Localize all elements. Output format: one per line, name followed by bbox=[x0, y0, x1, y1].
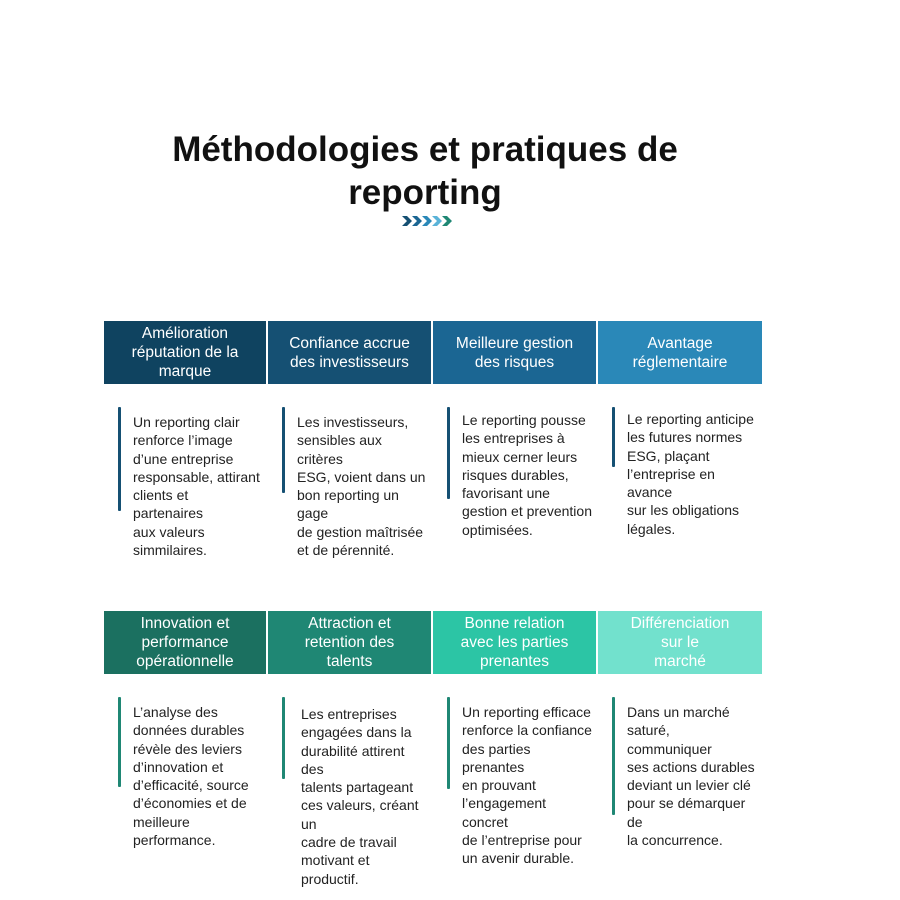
header-risks bbox=[433, 321, 598, 384]
card-body-innovation bbox=[104, 697, 268, 888]
arrow-chevron bbox=[402, 216, 412, 226]
arrow-chevron bbox=[422, 216, 432, 226]
card-body-reputation bbox=[104, 407, 268, 559]
card-text: Le reporting pousse les entreprises à mieux cerner leurs risques durables, favorisant une gestion et prevention optimisées. bbox=[462, 412, 592, 538]
benefits-row-2 bbox=[104, 611, 762, 888]
header-investors bbox=[268, 321, 433, 384]
arrow-chevron bbox=[412, 216, 422, 226]
accent-bar bbox=[447, 407, 450, 499]
header-label: Innovation et performance opérationnelle bbox=[136, 615, 234, 670]
arrow-chevron bbox=[442, 216, 452, 226]
chevron-arrows-svg bbox=[402, 214, 458, 228]
card-text: Les investisseurs, sensibles aux critères ESG, voient dans un bon reporting un gage de gestion maîtrisée et de pérennité. bbox=[297, 414, 426, 559]
row-1-bodies bbox=[104, 407, 762, 559]
card-text: Un reporting clair renforce l’image d’une entreprise responsable, attirant clients et partenaires aux valeurs simmilaires. bbox=[133, 414, 260, 559]
header-label: Différenciation sur le marché bbox=[630, 615, 730, 670]
card-body-risks bbox=[433, 407, 598, 559]
row-2-bodies bbox=[104, 697, 762, 888]
header-talents bbox=[268, 611, 433, 674]
arrow-chevron bbox=[432, 216, 442, 226]
card-text: Le reporting anticipe les futures normes ESG, plaçant l’entreprise en avance sur les obligations légales. bbox=[627, 411, 754, 537]
accent-bar bbox=[118, 407, 121, 511]
accent-bar bbox=[282, 697, 285, 779]
card-body-differentiation bbox=[598, 697, 762, 888]
row-1-headers bbox=[104, 321, 762, 384]
accent-bar bbox=[447, 697, 450, 789]
header-label: Confiance accrue des investisseurs bbox=[289, 334, 410, 371]
card-text: Dans un marché saturé, communiquer ses actions durables deviant un levier clé pour se démarquer de la concurrence. bbox=[627, 704, 755, 849]
row-2-headers bbox=[104, 611, 762, 674]
header-innovation bbox=[104, 611, 268, 674]
card-body-regulatory bbox=[598, 407, 762, 559]
chevron-arrows-icon bbox=[402, 214, 458, 228]
benefits-row-1 bbox=[104, 321, 762, 559]
header-label: Attraction et retention des talents bbox=[304, 615, 395, 670]
page-title-text: Méthodologies et pratiques de reporting bbox=[172, 130, 678, 212]
header-label: Avantage réglementaire bbox=[632, 334, 728, 371]
card-text: Les entreprises engagées dans la durabilité attirent des talents partageant ces valeurs, créant un cadre de travail motivant et productif. bbox=[301, 706, 419, 887]
header-differentiation bbox=[598, 611, 762, 674]
accent-bar bbox=[118, 697, 121, 787]
header-stakeholders bbox=[433, 611, 598, 674]
page-title bbox=[150, 128, 700, 214]
card-body-investors bbox=[268, 407, 433, 559]
card-text: Un reporting efficace renforce la confiance des parties prenantes en prouvant l’engagement concret de l’entreprise pour un avenir durable. bbox=[462, 704, 592, 867]
card-body-stakeholders bbox=[433, 697, 598, 888]
accent-bar bbox=[612, 697, 615, 815]
card-text: L’analyse des données durables révèle des leviers d’innovation et d’efficacité, source d’économies et de meilleure performance. bbox=[133, 704, 249, 849]
accent-bar bbox=[612, 407, 615, 467]
header-label: Amélioration réputation de la marque bbox=[131, 325, 239, 380]
header-label: Bonne relation avec les parties prenantes bbox=[460, 615, 569, 670]
card-body-talents bbox=[268, 697, 433, 888]
header-label: Meilleure gestion des risques bbox=[455, 334, 574, 371]
header-regulatory bbox=[598, 321, 762, 384]
header-reputation bbox=[104, 321, 268, 384]
accent-bar bbox=[282, 407, 285, 493]
